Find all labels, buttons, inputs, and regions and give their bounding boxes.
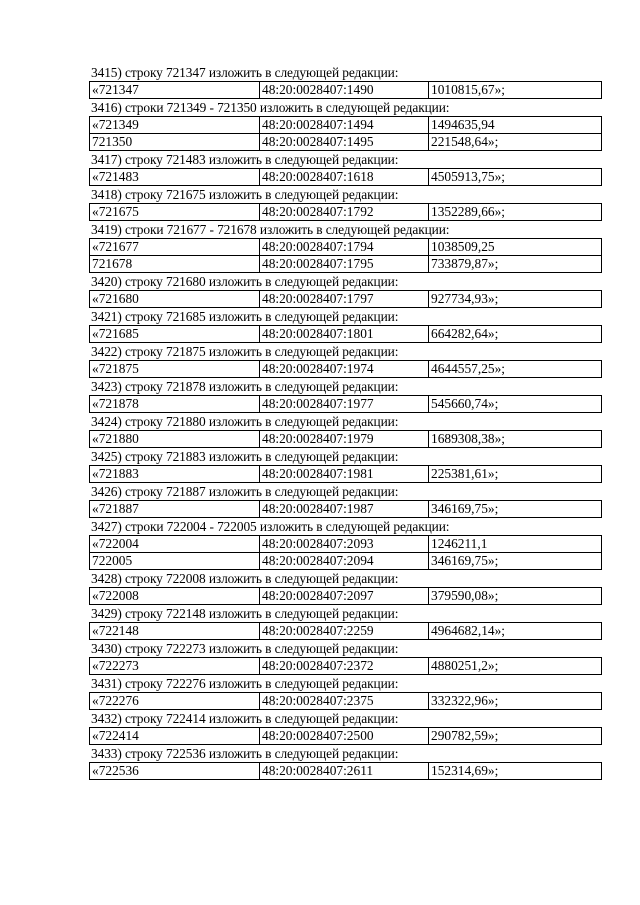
cadastral-value-cell: 1010815,67»; bbox=[429, 82, 602, 99]
row-number-cell: «721347 bbox=[90, 82, 260, 99]
table-row bbox=[90, 466, 602, 483]
cadastral-number-cell: 48:20:0028407:1795 bbox=[260, 256, 429, 273]
cadastral-number-cell: 48:20:0028407:2500 bbox=[260, 728, 429, 745]
amendment-instruction: 3418) строку 721675 изложить в следующей редакции: bbox=[91, 187, 399, 202]
table-row bbox=[90, 763, 602, 780]
row-number-cell: «721875 bbox=[90, 361, 260, 378]
amendment-table bbox=[89, 360, 602, 378]
row-number-cell: «722414 bbox=[90, 728, 260, 745]
cadastral-value-cell: 152314,69»; bbox=[429, 763, 602, 780]
amendment-table bbox=[89, 762, 602, 780]
cadastral-number-cell: 48:20:0028407:2094 bbox=[260, 553, 429, 570]
table-row bbox=[90, 501, 602, 518]
row-number-cell: 721350 bbox=[90, 134, 260, 151]
amendment-table bbox=[89, 238, 602, 273]
cadastral-value-cell: 4644557,25»; bbox=[429, 361, 602, 378]
row-number-cell: «721675 bbox=[90, 204, 260, 221]
cadastral-value-cell: 1689308,38»; bbox=[429, 431, 602, 448]
amendment-table bbox=[89, 535, 602, 570]
row-number-cell: «722148 bbox=[90, 623, 260, 640]
table-row bbox=[90, 693, 602, 710]
amendment-instruction: 3429) строку 722148 изложить в следующей редакции: bbox=[91, 606, 399, 621]
amendment-instruction: 3433) строку 722536 изложить в следующей редакции: bbox=[91, 746, 399, 761]
amendment-table bbox=[89, 203, 602, 221]
cadastral-number-cell: 48:20:0028407:1974 bbox=[260, 361, 429, 378]
row-number-cell: «721878 bbox=[90, 396, 260, 413]
cadastral-number-cell: 48:20:0028407:2375 bbox=[260, 693, 429, 710]
cadastral-number-cell: 48:20:0028407:1801 bbox=[260, 326, 429, 343]
amendment-instruction: 3421) строку 721685 изложить в следующей редакции: bbox=[91, 309, 399, 324]
amendment-instruction: 3419) строки 721677 - 721678 изложить в следующей редакции: bbox=[91, 222, 450, 237]
table-row bbox=[90, 169, 602, 186]
cadastral-value-cell: 1352289,66»; bbox=[429, 204, 602, 221]
table-row bbox=[90, 256, 602, 273]
cadastral-value-cell: 733879,87»; bbox=[429, 256, 602, 273]
amendment-table bbox=[89, 290, 602, 308]
cadastral-number-cell: 48:20:0028407:2372 bbox=[260, 658, 429, 675]
amendment-table bbox=[89, 81, 602, 99]
amendment-table bbox=[89, 587, 602, 605]
cadastral-value-cell: 4880251,2»; bbox=[429, 658, 602, 675]
cadastral-value-cell: 346169,75»; bbox=[429, 501, 602, 518]
cadastral-number-cell: 48:20:0028407:1987 bbox=[260, 501, 429, 518]
amendment-instruction: 3428) строку 722008 изложить в следующей редакции: bbox=[91, 571, 399, 586]
amendment-table bbox=[89, 116, 602, 151]
row-number-cell: «721483 bbox=[90, 169, 260, 186]
row-number-cell: «721685 bbox=[90, 326, 260, 343]
table-row bbox=[90, 117, 602, 134]
amendment-instruction: 3422) строку 721875 изложить в следующей редакции: bbox=[91, 344, 399, 359]
cadastral-value-cell: 290782,59»; bbox=[429, 728, 602, 745]
table-row bbox=[90, 134, 602, 151]
cadastral-number-cell: 48:20:0028407:1979 bbox=[260, 431, 429, 448]
row-number-cell: «721887 bbox=[90, 501, 260, 518]
row-number-cell: 721678 bbox=[90, 256, 260, 273]
row-number-cell: «721883 bbox=[90, 466, 260, 483]
cadastral-number-cell: 48:20:0028407:1494 bbox=[260, 117, 429, 134]
amendment-table bbox=[89, 325, 602, 343]
cadastral-value-cell: 379590,08»; bbox=[429, 588, 602, 605]
cadastral-value-cell: 927734,93»; bbox=[429, 291, 602, 308]
cadastral-value-cell: 664282,64»; bbox=[429, 326, 602, 343]
row-number-cell: «722276 bbox=[90, 693, 260, 710]
table-row bbox=[90, 396, 602, 413]
table-row bbox=[90, 588, 602, 605]
table-row bbox=[90, 361, 602, 378]
amendment-table bbox=[89, 395, 602, 413]
amendment-instruction: 3432) строку 722414 изложить в следующей редакции: bbox=[91, 711, 399, 726]
amendment-instruction: 3423) строку 721878 изложить в следующей редакции: bbox=[91, 379, 399, 394]
cadastral-number-cell: 48:20:0028407:1490 bbox=[260, 82, 429, 99]
document-page bbox=[89, 64, 601, 780]
table-row bbox=[90, 239, 602, 256]
table-row bbox=[90, 82, 602, 99]
table-row bbox=[90, 291, 602, 308]
cadastral-number-cell: 48:20:0028407:2093 bbox=[260, 536, 429, 553]
table-row bbox=[90, 658, 602, 675]
row-number-cell: «722536 bbox=[90, 763, 260, 780]
amendment-instruction: 3427) строки 722004 - 722005 изложить в следующей редакции: bbox=[91, 519, 450, 534]
amendment-table bbox=[89, 727, 602, 745]
amendment-table bbox=[89, 657, 602, 675]
cadastral-number-cell: 48:20:0028407:1797 bbox=[260, 291, 429, 308]
row-number-cell: «722273 bbox=[90, 658, 260, 675]
amendment-table bbox=[89, 430, 602, 448]
row-number-cell: «721680 bbox=[90, 291, 260, 308]
cadastral-number-cell: 48:20:0028407:1981 bbox=[260, 466, 429, 483]
table-row bbox=[90, 553, 602, 570]
table-row bbox=[90, 536, 602, 553]
cadastral-value-cell: 1246211,1 bbox=[429, 536, 602, 553]
table-row bbox=[90, 728, 602, 745]
cadastral-value-cell: 1494635,94 bbox=[429, 117, 602, 134]
amendment-instruction: 3425) строку 721883 изложить в следующей редакции: bbox=[91, 449, 399, 464]
amendment-instruction: 3417) строку 721483 изложить в следующей редакции: bbox=[91, 152, 399, 167]
amendment-table bbox=[89, 465, 602, 483]
cadastral-number-cell: 48:20:0028407:1495 bbox=[260, 134, 429, 151]
cadastral-number-cell: 48:20:0028407:2097 bbox=[260, 588, 429, 605]
amendment-instruction: 3415) строку 721347 изложить в следующей редакции: bbox=[91, 65, 399, 80]
row-number-cell: 722005 bbox=[90, 553, 260, 570]
row-number-cell: «722008 bbox=[90, 588, 260, 605]
amendment-instruction: 3426) строку 721887 изложить в следующей редакции: bbox=[91, 484, 399, 499]
cadastral-value-cell: 332322,96»; bbox=[429, 693, 602, 710]
amendment-instruction: 3424) строку 721880 изложить в следующей редакции: bbox=[91, 414, 399, 429]
table-row bbox=[90, 623, 602, 640]
amendment-instruction: 3416) строки 721349 - 721350 изложить в следующей редакции: bbox=[91, 100, 450, 115]
amendment-table bbox=[89, 692, 602, 710]
table-row bbox=[90, 204, 602, 221]
amendment-instruction: 3430) строку 722273 изложить в следующей редакции: bbox=[91, 641, 399, 656]
row-number-cell: «721677 bbox=[90, 239, 260, 256]
cadastral-number-cell: 48:20:0028407:1618 bbox=[260, 169, 429, 186]
row-number-cell: «721880 bbox=[90, 431, 260, 448]
cadastral-value-cell: 221548,64»; bbox=[429, 134, 602, 151]
cadastral-number-cell: 48:20:0028407:1977 bbox=[260, 396, 429, 413]
row-number-cell: «722004 bbox=[90, 536, 260, 553]
cadastral-value-cell: 4505913,75»; bbox=[429, 169, 602, 186]
cadastral-value-cell: 1038509,25 bbox=[429, 239, 602, 256]
table-row bbox=[90, 326, 602, 343]
cadastral-value-cell: 225381,61»; bbox=[429, 466, 602, 483]
amendment-instruction: 3431) строку 722276 изложить в следующей редакции: bbox=[91, 676, 399, 691]
cadastral-number-cell: 48:20:0028407:1794 bbox=[260, 239, 429, 256]
row-number-cell: «721349 bbox=[90, 117, 260, 134]
amendment-instruction: 3420) строку 721680 изложить в следующей редакции: bbox=[91, 274, 399, 289]
amendment-table bbox=[89, 168, 602, 186]
cadastral-number-cell: 48:20:0028407:2611 bbox=[260, 763, 429, 780]
cadastral-number-cell: 48:20:0028407:2259 bbox=[260, 623, 429, 640]
cadastral-value-cell: 346169,75»; bbox=[429, 553, 602, 570]
table-row bbox=[90, 431, 602, 448]
cadastral-value-cell: 4964682,14»; bbox=[429, 623, 602, 640]
amendment-table bbox=[89, 500, 602, 518]
amendment-table bbox=[89, 622, 602, 640]
cadastral-value-cell: 545660,74»; bbox=[429, 396, 602, 413]
cadastral-number-cell: 48:20:0028407:1792 bbox=[260, 204, 429, 221]
